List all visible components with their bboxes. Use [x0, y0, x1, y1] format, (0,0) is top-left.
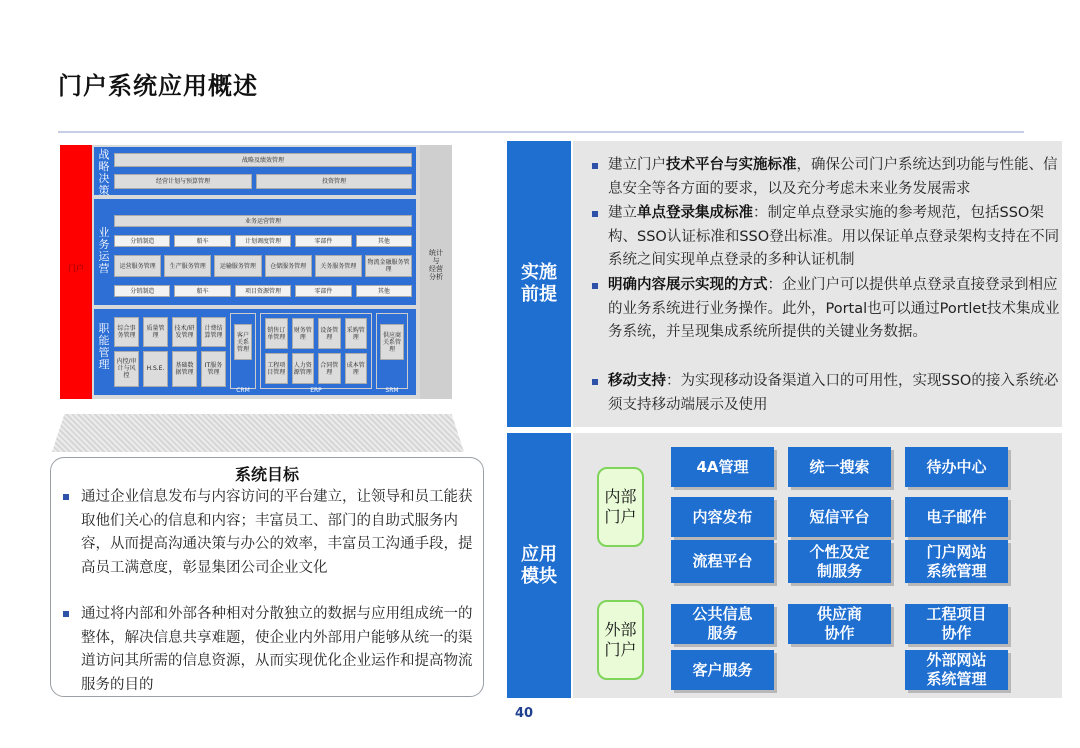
module-tile: 客户服务: [671, 650, 774, 690]
diagram-shadow: [52, 414, 464, 452]
bullet-icon: [592, 211, 598, 217]
module-tile: 4A管理: [671, 447, 774, 487]
bullet-icon: [592, 283, 598, 289]
premise-text-bold: 单点登录集成标准: [637, 205, 753, 221]
module-tile: 个性及定 制服务: [788, 540, 891, 583]
arch-module: 内控/审计与风控: [114, 351, 139, 388]
arch-module: 项目资源管理: [235, 285, 291, 297]
premise-text-post: ：制定单点登录实施的参考规范，包括SSO架构、SSO认证标准和SSO登出标准。用以保证单点登录架构支持在不同系统之间实现单点登录的多种认证机制: [608, 205, 1060, 268]
goal-box: [50, 457, 484, 697]
module-tile: 电子邮件: [905, 497, 1008, 537]
func-group-srm: [376, 313, 408, 389]
ops-section: [94, 199, 416, 305]
arch-module: 成本管理: [345, 353, 368, 384]
arch-module: 仓储服务管理: [265, 255, 312, 277]
ops-row-2: [114, 255, 412, 277]
crm-label: CRM: [236, 387, 250, 394]
arch-module: 技术/研发管理: [172, 317, 197, 347]
func-group-general: [114, 317, 226, 387]
internal-portal-label: 内部 门户: [597, 467, 644, 547]
module-tile: 供应商 协作: [788, 604, 891, 644]
premise-text-bold: 技术平台与实施标准: [666, 157, 797, 173]
bullet-icon: [592, 163, 598, 169]
module-tile: 公共信息 服务: [671, 604, 774, 644]
premise-text-post: ：为实现移动设备渠道入口的可用性，实现SSO的接入系统必须支持移动端展示及使用: [608, 373, 1059, 413]
module-tile: 统一搜索: [788, 447, 891, 487]
portal-red-bar: [60, 145, 92, 399]
premise-text-post: ：企业门户可以提供单点登录直接登录到相应的业务系统进行业务操作。此外，Portal也可以通过Portlet技术集成业务系统，并呈现集成系统所提供的关键业务数据。: [608, 277, 1060, 340]
strategy-module-2: 经营计划与预算管理: [114, 174, 252, 189]
premise-text-post: ，确保公司门户系统达到功能与性能、信息安全等各方面的要求，以及充分考虑未来业务发展需求: [608, 157, 1058, 197]
module-tile: 流程平台: [671, 540, 774, 583]
premise-text-bold: 移动支持: [608, 373, 666, 389]
premise-item: [590, 202, 1060, 273]
arch-module: 销售订单管理: [265, 318, 288, 349]
arch-module: 计费结算管理: [201, 317, 226, 347]
bullet-icon: [592, 379, 598, 385]
arch-module: 关务服务管理: [315, 255, 362, 277]
strategy-section: [94, 147, 416, 195]
arch-module: 分销制造: [114, 235, 170, 247]
module-tile: 短信平台: [788, 497, 891, 537]
module-tile: 待办中心: [905, 447, 1008, 487]
premise-item: [590, 274, 1060, 345]
func-group-crm: [230, 313, 256, 389]
arch-module: 设备管理: [318, 318, 341, 349]
arch-module: 工程项目管理: [265, 353, 288, 384]
arch-module: 质量管理: [143, 317, 168, 347]
premise-item: [590, 154, 1060, 201]
arch-module: 财务管理: [292, 318, 315, 349]
page-title: 门户系统应用概述: [58, 72, 258, 100]
strategy-module-1: 战略及绩效管理: [114, 153, 412, 167]
goal-item-1: 通过企业信息发布与内容访问的平台建立，让领导和员工能获取他们关心的信息和内容；丰富员工、部门的自助式服务内容，从而提高沟通决策与办公的效率，丰富员工沟通手段，提高员工满意度，彰显集团公司企业文化: [63, 486, 477, 580]
arch-module: 船车: [174, 285, 230, 297]
srm-label: SRM: [385, 387, 399, 394]
arch-module: 零部件: [295, 235, 351, 247]
func-label: 职能管理: [98, 322, 110, 371]
arch-module: 其他: [356, 235, 412, 247]
arch-module: 采购管理: [345, 318, 368, 349]
arch-module: H.S.E.: [143, 351, 168, 388]
erp-label: ERP: [310, 387, 322, 394]
arch-module: 零部件: [295, 285, 351, 297]
func-section: [94, 309, 416, 395]
arch-module: 其他: [356, 285, 412, 297]
architecture-diagram: [60, 145, 452, 399]
arch-module: IT服务管理: [201, 351, 226, 388]
arch-module: 客户关系管理: [234, 324, 252, 360]
arch-module: 合同管理: [318, 353, 341, 384]
bullet-icon: [63, 611, 69, 617]
external-portal-label: 外部 门户: [597, 600, 644, 680]
premise-text-pre: 建立门户: [608, 157, 666, 173]
strategy-label: 战略决策: [98, 148, 110, 197]
arch-module: 运输服务管理: [214, 255, 261, 277]
func-group-erp: [260, 313, 372, 389]
module-tile: 门户网站 系统管理: [905, 540, 1008, 583]
module-tile: 外部网站 系统管理: [905, 650, 1008, 690]
premise-text-bold: 明确内容展示实现的方式: [608, 277, 768, 293]
page-number: 40: [515, 706, 534, 721]
ops-row-3: [114, 285, 412, 297]
module-tile: 工程项目 协作: [905, 604, 1008, 644]
strategy-module-3: 投资管理: [256, 174, 412, 189]
modules-label: 应用 模块: [507, 433, 571, 698]
arch-module: 供应商关系管理: [380, 324, 404, 360]
arch-module: 生产服务管理: [164, 255, 211, 277]
arch-module: 船车: [174, 235, 230, 247]
arch-module: 人力资源管理: [292, 353, 315, 384]
ops-label: 业务运营: [98, 226, 110, 275]
stats-label: 统计 与 经营 分析: [429, 249, 443, 281]
premise-item: [590, 370, 1060, 417]
arch-module: 基础数据管理: [172, 351, 197, 388]
bullet-icon: [63, 494, 69, 500]
goal-title: 系统目标: [234, 465, 299, 484]
arch-module: 物流金融服务管理: [365, 255, 412, 277]
arch-module: 综合事务管理: [114, 317, 139, 347]
arch-module: 运营服务管理: [114, 255, 161, 277]
portal-red-label: 门户: [68, 264, 84, 273]
title-divider: [58, 131, 1024, 133]
arch-module: 分销制造: [114, 285, 170, 297]
premise-text-pre: 建立: [608, 205, 637, 221]
goal-item-2: 通过将内部和外部各种相对分散独立的数据与应用组成统一的整体，解决信息共享难题，使企业内外部用户能够从统一的渠道访问其所需的信息资源，从而实现优化企业运作和提高物流服务的目的: [63, 603, 477, 697]
premise-label: 实施 前提: [507, 141, 571, 427]
module-tile: 内容发布: [671, 497, 774, 537]
arch-module: 计划调度管理: [235, 235, 291, 247]
stats-column: [420, 145, 452, 399]
ops-header: 业务运营管理: [114, 215, 412, 227]
ops-row-1: [114, 235, 412, 247]
